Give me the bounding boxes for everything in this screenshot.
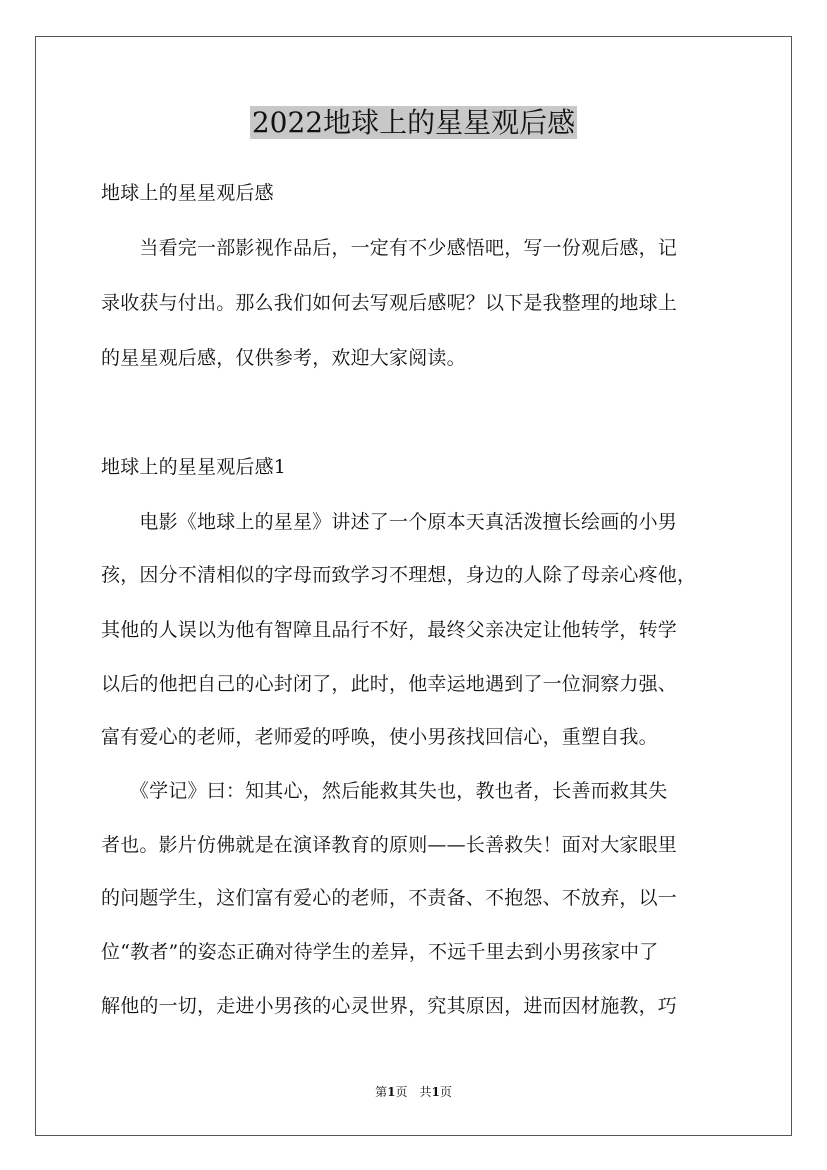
paragraph-line: 其他的人误以为他有智障且品行不好，最终父亲决定让他转学，转学 <box>101 619 678 641</box>
paragraph-line: 富有爱心的老师，老师爱的呼唤，使小男孩找回信心，重塑自我。 <box>101 726 658 748</box>
paragraph-line: 位“教者”的姿态正确对待学生的差异，不远千里去到小男孩家中了 <box>101 941 659 963</box>
paragraph-line: 的问题学生，这们富有爱心的老师，不责备、不抱怨、不放弃，以一 <box>101 887 678 909</box>
document-title <box>0 101 827 145</box>
paragraph-line: 电影《地球上的星星》讲述了一个原本天真活泼擅长绘画的小男 <box>101 511 678 533</box>
page-footer <box>0 1084 827 1100</box>
paragraph-line: 录收获与付出。那么我们如何去写观后感呢？以下是我整理的地球上 <box>101 292 678 314</box>
paragraph-line: 解他的一切，走进小男孩的心灵世界，究其原因，进而因材施教，巧 <box>101 995 678 1017</box>
footer-page-suffix: 页 共 <box>395 1085 432 1099</box>
footer-total-suffix: 页 <box>439 1085 452 1099</box>
paragraph-line: 孩，因分不清相似的字母而致学习不理想，身边的人除了母亲心疼他， <box>101 564 697 586</box>
paragraph-line: 以后的他把自己的心封闭了，此时，他幸运地遇到了一位洞察力强、 <box>101 673 678 695</box>
footer-total-pages: 1 <box>431 1085 440 1099</box>
paragraph-line: 当看完一部影视作品后，一定有不少感悟吧，写一份观后感，记 <box>101 237 678 259</box>
footer-page-number: 1 <box>387 1085 396 1099</box>
section-heading-main: 地球上的星星观后感 <box>101 182 274 204</box>
footer-page-prefix: 第 <box>375 1085 388 1099</box>
section-heading-1: 地球上的星星观后感1 <box>101 456 287 478</box>
paragraph-line: 的星星观后感，仅供参考，欢迎大家阅读。 <box>101 347 466 369</box>
paragraph-line: 者也。影片仿佛就是在演译教育的原则——长善救失！面对大家眼里 <box>101 834 678 856</box>
document-title-text: 2022地球上的星星观后感 <box>251 106 576 139</box>
paragraph-line: 《学记》曰：知其心，然后能救其失也，教也者，长善而救其失 <box>101 780 668 802</box>
